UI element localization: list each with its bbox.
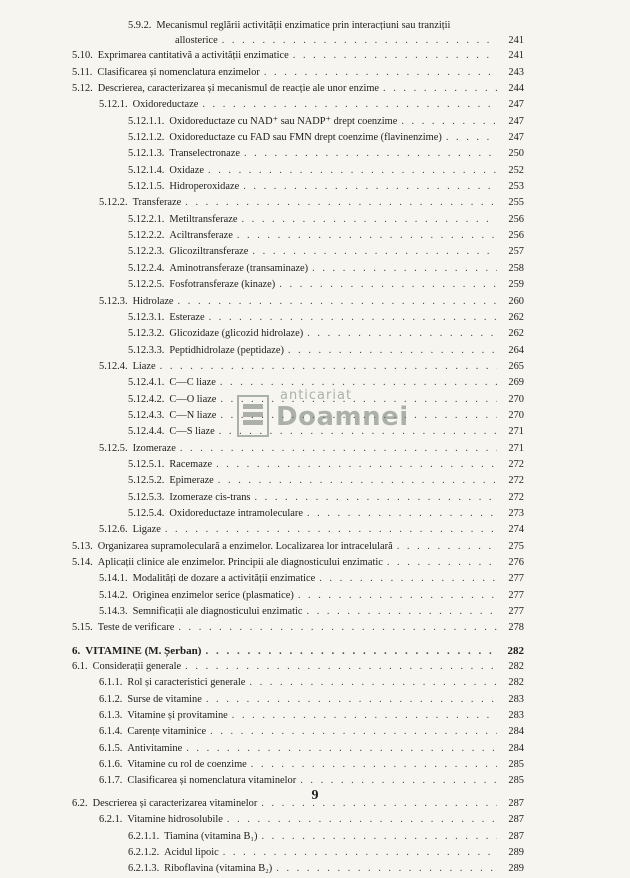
toc-entry-number: 5.13. [72, 540, 93, 552]
toc-entry-title: Oxidaze [169, 164, 204, 176]
dot-leader [298, 588, 497, 604]
toc-entry-title: C—O liaze [169, 393, 217, 405]
toc-entry-page: 243 [508, 66, 524, 78]
toc-entry-number: 5.12.2.2. [128, 230, 165, 242]
toc-entry-title: Riboflavina (vitamina B₂) [164, 863, 273, 875]
toc-entry-title: Vitamine și provitamine [127, 710, 228, 722]
toc-entry-title: Acidul lipoic [164, 846, 219, 858]
toc-entry-page: 269 [508, 377, 524, 389]
toc-entry-number: 6.1. [72, 661, 88, 673]
dot-leader [185, 659, 497, 675]
toc-entry-number: 5.12.2.1. [128, 213, 165, 225]
toc-entry-title: Hidroperoxidaze [169, 181, 240, 193]
dot-leader [202, 97, 497, 113]
toc-entry-page: 273 [508, 507, 524, 519]
dot-leader [312, 261, 497, 277]
toc-entry [72, 724, 524, 740]
toc-entry-page: 258 [508, 262, 524, 274]
toc-entry-title: Oxidoreductaze cu FAD sau FMN drept coenzime (flavinenzime) [169, 132, 442, 144]
toc-entry [72, 829, 524, 845]
dot-leader [401, 114, 497, 130]
toc-entry-page: 278 [508, 622, 524, 634]
toc-entry [72, 571, 524, 587]
toc-entry-number: 5.12.2. [99, 197, 128, 209]
toc-entry [72, 228, 524, 244]
toc-entry [72, 473, 524, 489]
toc-entry-page: 272 [508, 491, 524, 503]
toc-entry-title: Modalități de dozare a activității enzimatice [132, 573, 316, 585]
toc-entry-title: Exprimarea cantitativă a activității enzimatice [97, 50, 289, 62]
toc-entry-number: 5.12.4.3. [128, 409, 165, 421]
toc-entry-number: 5.12.3. [99, 295, 128, 307]
toc-entry [72, 195, 524, 211]
dot-leader [288, 343, 497, 359]
dot-leader [244, 146, 497, 162]
toc-entry-page: 284 [508, 726, 524, 738]
dot-leader [165, 522, 497, 538]
toc-entry-page: 287 [508, 797, 524, 809]
toc-entry-page: 272 [508, 475, 524, 487]
toc-entry-page: 272 [508, 458, 524, 470]
page-number: 9 [311, 788, 319, 803]
toc-entry-number: 5.12.5.2. [128, 475, 165, 487]
toc-entry-title: Oxidoreductaze intramoleculare [169, 507, 303, 519]
toc-entry-number: 5.12. [72, 83, 93, 95]
toc-entry [72, 277, 524, 293]
toc-entry-number: 6.1.7. [99, 775, 123, 787]
toc-entry [72, 81, 524, 97]
toc-entry-title: VITAMINE (M. Șerban) [85, 644, 202, 657]
toc-entry-title: Aplicații clinice ale enzimelor. Principii ale diagnosticului enzimatic [97, 557, 383, 568]
toc-entry-number: 5.9.2. [128, 20, 152, 31]
toc-entry-page: 244 [508, 83, 524, 95]
toc-entry-number: 6.2. [72, 797, 88, 809]
toc-entry-number: 6.1.1. [99, 677, 123, 689]
dot-leader [252, 244, 497, 260]
toc-entry-title: Descrierea și caracterizarea vitaminelor [92, 797, 258, 809]
toc-entry [72, 359, 524, 375]
toc-entry-title: Organizarea supramoleculară a enzimelor. Localizarea lor intracelulară [97, 540, 393, 552]
toc-entry-title: Izomeraze [132, 442, 176, 454]
toc-entry-title: Surse de vitamine [127, 693, 202, 705]
toc-entry-page: 247 [508, 132, 524, 144]
toc-entry-page: 277 [508, 606, 524, 618]
dot-leader [232, 708, 497, 724]
toc-entry-page: 252 [508, 164, 524, 176]
toc-entry-page: 289 [508, 863, 524, 875]
toc-entry [72, 343, 524, 359]
dot-leader [397, 539, 497, 555]
toc-entry [72, 506, 524, 522]
dot-leader [307, 326, 497, 342]
toc-entry-title: Clasificarea și nomenclatura enzimelor [97, 66, 260, 78]
toc-entry-page: 283 [508, 693, 524, 705]
toc-entry-title: Hidrolaze [132, 295, 174, 307]
toc-entry [72, 244, 524, 260]
toc-entry-page: 275 [508, 540, 524, 552]
dot-leader [446, 130, 497, 146]
toc-entry-page: 277 [508, 573, 524, 585]
toc-entry-number: 6.2.1.1. [128, 830, 160, 842]
toc-entry-title: Clasificarea și nomenclatura vitaminelor [127, 775, 297, 787]
dot-leader [383, 81, 497, 97]
toc-entry-title: Antivitamine [127, 742, 183, 754]
toc-entry [72, 310, 524, 326]
toc-entry-number: 5.12.5.4. [128, 507, 165, 519]
toc-entry-number: 5.12.2.5. [128, 279, 165, 291]
toc-entry-title: Originea enzimelor serice (plasmatice) [132, 589, 294, 601]
toc-entry-number: 5.11. [72, 66, 93, 78]
toc-entry-number: 6.2.1.2. [128, 846, 160, 858]
toc-entry-number: 5.12.3.3. [128, 344, 165, 356]
toc-entry-number: 5.12.1.3. [128, 148, 165, 160]
toc-entry-page: 259 [508, 279, 524, 291]
toc-entry-page: 241 [508, 35, 524, 47]
dot-leader [210, 724, 497, 740]
dot-leader [243, 179, 497, 195]
toc-entry-number: 6.2.1. [99, 814, 123, 826]
toc-entry-title: Considerații generale [92, 661, 182, 673]
toc-entry [72, 490, 524, 506]
toc-entry-page: 241 [508, 50, 524, 62]
dot-leader [227, 812, 497, 828]
toc-entry-title: Descrierea, caracterizarea și mecanismul de reacție ale unor enzime [97, 83, 380, 95]
dot-leader [218, 473, 497, 489]
toc-entry [72, 261, 524, 277]
toc-entry-number: 5.12.2.3. [128, 246, 165, 258]
toc-entry [72, 643, 524, 659]
toc-entry-number: 5.12.1.1. [128, 115, 165, 127]
toc-entry-number: 5.12.4.1. [128, 377, 165, 389]
toc-entry-number: 5.12.3.2. [128, 328, 165, 340]
toc-entry-page: 256 [508, 230, 524, 242]
toc-entry-page: 287 [508, 814, 524, 826]
toc-entry-title: Metiltransferaze [169, 213, 238, 225]
toc-entry-number: 5.12.4.2. [128, 393, 165, 405]
toc-entry-page: 256 [508, 213, 524, 225]
toc-entry-page: 257 [508, 246, 524, 258]
dot-leader [251, 757, 497, 773]
toc-entry-number: 5.14.2. [99, 589, 128, 601]
toc-entry-title: Tiamina (vitamina B₁) [164, 830, 258, 842]
toc-entry-number: 6.1.5. [99, 742, 123, 754]
dot-leader [216, 457, 497, 473]
toc-entry-page: 271 [508, 426, 524, 438]
toc-entry [72, 675, 524, 691]
dot-leader [208, 163, 497, 179]
dot-leader [279, 277, 497, 293]
toc-entry-title: Izomeraze cis-trans [169, 491, 251, 503]
dot-leader [160, 359, 497, 375]
toc-entry-page: 255 [508, 197, 524, 209]
toc-entry [72, 539, 524, 555]
toc-entry-page: 265 [508, 360, 524, 372]
toc-entry [72, 326, 524, 342]
toc-entry-page: 284 [508, 742, 524, 754]
toc-entry [72, 845, 524, 861]
toc-entry [72, 212, 524, 228]
toc-entry [72, 48, 524, 64]
toc-entry [72, 294, 524, 310]
toc-entry-title: Rol și caracteristici generale [127, 677, 246, 689]
toc-entry [72, 457, 524, 473]
toc-entry-title: Racemaze [169, 458, 213, 470]
toc-entry-title: Ligaze [132, 524, 161, 536]
toc-entry-number: 6. [72, 644, 81, 657]
toc-entry-number: 5.14.1. [99, 573, 128, 585]
toc-entry-number: 5.12.1.5. [128, 181, 165, 193]
toc-entry-page: 285 [508, 775, 524, 787]
toc-entry [72, 692, 524, 708]
toc-entry-page: 253 [508, 181, 524, 193]
toc-entry-page: 274 [508, 524, 524, 536]
toc-entry [72, 588, 524, 604]
toc-entry-page: 270 [508, 409, 524, 421]
toc-entry-page: 277 [508, 589, 524, 601]
toc-entry [72, 861, 524, 877]
toc-entry-number: 5.12.4. [99, 360, 128, 372]
toc-entry-title: Transelectronaze [169, 148, 240, 160]
toc-entry-number: 5.12.5.1. [128, 458, 165, 470]
dot-leader [241, 212, 497, 228]
dot-leader [209, 310, 497, 326]
toc-entry-number: 5.12.1.4. [128, 164, 165, 176]
toc-entry [72, 659, 524, 675]
toc-entry-title: C—C liaze [169, 377, 216, 389]
toc-entry-page: 270 [508, 393, 524, 405]
toc-entry-number: 5.12.2.4. [128, 262, 165, 274]
toc-entry-page: 289 [508, 846, 524, 858]
dot-leader [319, 571, 497, 587]
toc-entry-title: Epimeraze [169, 475, 214, 487]
toc-entry [72, 34, 524, 48]
toc-entry [72, 812, 524, 828]
watermark [236, 388, 409, 446]
toc-entry [72, 130, 524, 146]
toc-entry [72, 604, 524, 620]
toc-entry-page: 285 [508, 759, 524, 771]
toc-entry-page: 282 [507, 644, 524, 657]
toc-entry-page: 271 [508, 442, 524, 454]
toc-entry-title: Carențe vitaminice [127, 726, 207, 738]
toc-entry-page: 247 [508, 115, 524, 127]
toc-entry-title: Mecanismul reglării activității enzimatice prin interacțiuni sau tranziții [156, 20, 451, 31]
dot-leader [237, 228, 497, 244]
toc-entry-title: Semnificații ale diagnosticului enzimatic [132, 606, 303, 618]
dot-leader [249, 675, 497, 691]
dot-leader [222, 34, 497, 48]
dot-leader [261, 829, 497, 845]
toc-entry-page: 264 [508, 344, 524, 356]
dot-leader [307, 506, 497, 522]
toc-entry-title: Oxidoreductaze cu NAD⁺ sau NADP⁺ drept coenzime [169, 115, 398, 127]
toc-entry-page: 260 [508, 295, 524, 307]
toc-entry-number: 5.12.4.4. [128, 426, 165, 438]
dot-leader [307, 604, 497, 620]
toc-entry-number: 5.12.5. [99, 442, 128, 454]
toc-entry-number: 5.10. [72, 50, 93, 62]
dot-leader [276, 861, 497, 877]
toc-entry-title: Oxidoreductaze [132, 99, 199, 111]
toc-entry-number: 6.1.2. [99, 693, 123, 705]
toc-entry-number: 5.14. [72, 557, 93, 568]
book-stack-icon [236, 394, 270, 438]
toc-entry-title: Glicoziltransferaze [169, 246, 249, 258]
toc-entry-title: Liaze [132, 360, 156, 372]
dot-leader [185, 195, 497, 211]
toc-entry-title: Teste de verificare [97, 622, 175, 634]
toc-entry-number: 6.1.3. [99, 710, 123, 722]
toc-entry-title: allosterice [175, 35, 218, 47]
toc-entry-number: 5.12.3.1. [128, 311, 165, 323]
toc-entry-page: 262 [508, 311, 524, 323]
toc-entry-page: 282 [508, 677, 524, 689]
toc-entry-page: 282 [508, 661, 524, 673]
dot-leader [178, 620, 497, 636]
toc-entry-page: 250 [508, 148, 524, 160]
toc-entry-page: 276 [508, 557, 524, 568]
toc-entry-page: 262 [508, 328, 524, 340]
toc-entry-title: Aciltransferaze [169, 230, 233, 242]
toc-entry [72, 522, 524, 538]
toc-entry [72, 555, 524, 571]
toc-entry-title: Glicozidaze (glicozid hidrolaze) [169, 328, 304, 340]
toc-entry-page: 283 [508, 710, 524, 722]
toc-entry [72, 65, 524, 81]
table-of-contents [72, 18, 524, 878]
dot-leader [178, 294, 497, 310]
toc-entry-title: Peptidhidrolaze (peptidaze) [169, 344, 284, 356]
toc-entry-number: 5.12.1.2. [128, 132, 165, 144]
dot-leader [186, 741, 497, 757]
toc-entry-number: 6.1.4. [99, 726, 123, 738]
toc-entry-number: 6.2.1.3. [128, 863, 160, 875]
dot-leader [205, 643, 497, 659]
toc-entry-page: 247 [508, 99, 524, 111]
dot-leader [264, 65, 497, 81]
toc-entry-number: 5.14.3. [99, 606, 128, 618]
toc-entry-number: 5.12.5.3. [128, 491, 165, 503]
toc-entry [72, 757, 524, 773]
watermark-main-text: Doamnei [276, 402, 409, 432]
toc-entry-number: 6.1.6. [99, 759, 123, 771]
toc-entry [72, 708, 524, 724]
toc-entry-title: C—S liaze [169, 426, 215, 438]
toc-entry-title: Vitamine cu rol de coenzime [127, 759, 247, 771]
toc-entry [72, 114, 524, 130]
toc-entry-title: Esteraze [169, 311, 205, 323]
dot-leader [387, 555, 497, 571]
dot-leader [206, 692, 497, 708]
watermark-top-text: anticariat [280, 388, 353, 403]
toc-entry [72, 163, 524, 179]
toc-entry-title: Transferaze [132, 197, 182, 209]
toc-entry-number: 5.15. [72, 622, 93, 634]
toc-entry [72, 741, 524, 757]
toc-entry-title: C—N liaze [169, 409, 217, 421]
dot-leader [293, 48, 497, 64]
toc-entry-number: 5.12.1. [99, 99, 128, 111]
toc-entry-title: Aminotransferaze (transaminaze) [169, 262, 309, 274]
toc-entry-page: 287 [508, 830, 524, 842]
toc-entry [72, 179, 524, 195]
toc-entry-number: 5.12.6. [99, 524, 128, 536]
dot-leader [223, 845, 497, 861]
dot-leader [254, 490, 497, 506]
toc-entry-title: Vitamine hidrosolubile [127, 814, 223, 826]
toc-entry [72, 18, 524, 34]
toc-entry-title: Fosfotransferaze (kinaze) [169, 279, 276, 291]
toc-entry [72, 146, 524, 162]
toc-entry [72, 620, 524, 636]
toc-entry [72, 97, 524, 113]
